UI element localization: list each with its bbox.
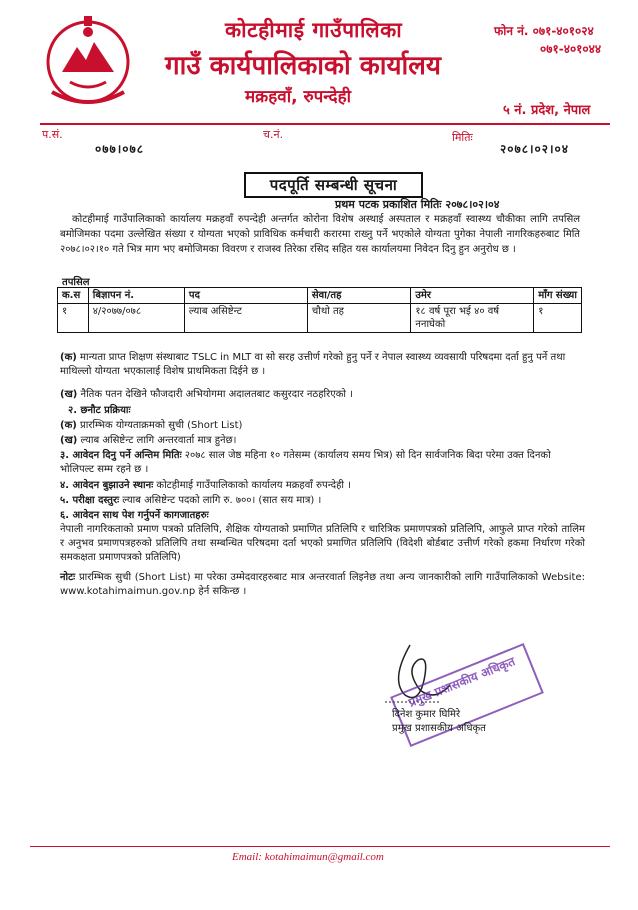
date-value: २०७८।०२।०४ (500, 142, 570, 156)
nepal-emblem-logo (42, 12, 134, 112)
office-location: मक्रहवाँ, रुपन्देही (245, 87, 352, 107)
cell-service-level: चौथो तह (307, 304, 410, 333)
phone-number-2: ०७१-४०१०४४ (540, 42, 602, 56)
signatory-name: दिनेश कुमार घिमिरे (392, 709, 461, 720)
date-label: मितिः (452, 131, 473, 144)
deadline-section (60, 449, 585, 477)
submission-place-heading: ४. आवेदन बुझाउने स्थानः (60, 480, 154, 491)
cell-sn: १ (58, 304, 89, 333)
phone-number-1: ०७१-४०१०२४ (532, 24, 594, 38)
selection-b-text: ल्याब असिष्टेन्ट लागि अन्तरवार्ता मात्र हुनेछ। (80, 435, 237, 446)
documents-heading: ६. आवेदन साथ पेश गर्नुपर्ने कागजातहरुः (60, 510, 209, 521)
deadline-text: २०७८ साल जेष्ठ महिना १० गतेसम्म (कार्यालय समय भित्र) सो दिन सार्वजनिक बिदा परेमा उक्त दिनको भोलिपल्ट सम्म रहने छ । (60, 450, 551, 475)
col-header-demand: माँग संख्या (534, 288, 582, 304)
header-divider (40, 123, 610, 125)
selection-b (60, 434, 585, 448)
cell-age: १८ वर्ष पूरा भई ४० वर्ष ननाघेको (411, 304, 534, 333)
ps-value: ०७७।०७८ (95, 142, 144, 156)
cell-demand: १ (534, 304, 582, 333)
qualification-b-text: नैतिक पतन देखिने फौजदारी अभियोगमा अदालतबाट कसुरदार नठहरिएको । (80, 389, 353, 400)
col-header-sn: क.स (58, 288, 89, 304)
documents-text: नेपाली नागरिकताको प्रमाण पत्रको प्रतिलिपि, शैक्षिक योग्यताको प्रमाणित प्रतिलिपि र चारित्रिक प्रमाणपत्रको प्रतिलिपि, आफुले प्राप्त गरेको तालिम र अनुभव प्रमाणपत्रहरुको प्रतिलिपि तथा सम्बन्धित परिषदमा दर्ता भएको प्रमाणित प्रतिलिपि (विदेशी बोर्डबाट उत्तीर्ण गरेको हकमा निर्धारण गरेको समकक्षता प्रमाणपत्रको प्रतिलिपि) (60, 524, 585, 563)
submission-place-section (60, 479, 585, 493)
cell-adv-no: ४/२०७७/०७८ (88, 304, 184, 333)
table-row (58, 304, 582, 333)
note-section (60, 571, 585, 599)
phone-label: फोन नं. (494, 24, 529, 38)
office-name: गाउँ कार्यपालिकाको कार्यालय (165, 51, 441, 81)
phone-line-1 (494, 22, 594, 39)
publish-date: प्रथम पटक प्रकाशित मितिः २०७८।०२।०४ (335, 198, 500, 211)
province: ५ नं. प्रदेश, नेपाल (503, 103, 591, 118)
notice-title: पदपूर्ति सम्बन्धी सूचना (244, 172, 423, 198)
ps-label: प.सं. (42, 128, 63, 141)
exam-fee-heading: ५. परीक्षा दस्तुरः (60, 495, 120, 506)
note-heading: नोटः (60, 572, 76, 583)
selection-a (60, 419, 585, 433)
municipality-name: कोटहीमाई गाउँपालिका (225, 18, 403, 42)
tapsil-heading: तपसिल (62, 277, 90, 288)
table-header-row (58, 288, 582, 304)
selection-a-text: प्रारम्भिक योग्यताक्रमको सुची (Short List) (80, 420, 243, 431)
exam-fee-section (60, 494, 585, 508)
exam-fee-text: ल्याब असिष्टेन्ट पदको लागि रु. ७००। (सात सय मात्र) । (122, 495, 322, 506)
col-header-service-level: सेवा/तह (307, 288, 410, 304)
cn-label: च.नं. (263, 128, 284, 141)
deadline-heading: ३. आवेदन दिनु पर्ने अन्तिम मितिः (60, 450, 182, 461)
footer-divider (30, 846, 610, 847)
signatory-title: प्रमुख प्रशासकीय अधिकृत (392, 723, 486, 734)
selection-heading: २. छनौट प्रक्रियाः (68, 405, 131, 416)
selection-b-mark: (ख) (60, 435, 78, 446)
intro-paragraph: कोटहीमाई गाउँपालिकाको कार्यालय मक्रहवाँ रुपन्देही अन्तर्गत कोरोना विशेष अस्थाई अस्पताल र मक्रहवाँ स्वास्थ्य चौकीका लागि तपसिल बमोजिमका पदमा उल्लेखित संख्या र योग्यता भएको प्राविधिक कर्मचारी करारमा राख्नु पर्ने भएकोले योग्यता पुगेका नेपाली नागरिकहरुबाट मिति २०७८।०२।१० गते भित्र माग भए बमोजिमका विवरण र राजस्व तिरेका रसिद सहित यस कार्यालयमा निवेदन दिनु हुन अनुरोध छ । (60, 214, 580, 255)
stamp-text: प्रमुख प्रशासकीय अधिकृत (406, 654, 517, 710)
qualification-b-mark: (ख) (60, 389, 78, 400)
qualification-a (60, 351, 585, 379)
col-header-age: उमेर (411, 288, 534, 304)
note-text: प्रारम्भिक सुची (Short List) मा परेका उम्मेदवारहरुबाट मात्र अन्तरवार्ता लिइनेछ तथा अन्य जानकारीको लागि गाउँपालिकाको Website: www.kotahimaimun.gov.np हेर्न सकिन्छ । (60, 572, 585, 597)
cell-post: ल्याब असिष्टेन्ट (184, 304, 307, 333)
col-header-post: पद (184, 288, 307, 304)
qualification-a-text: मान्यता प्राप्त शिक्षण संस्थाबाट TSLC in MLT वा सो सरह उत्तीर्ण गरेको हुनु पर्ने र नेपाल स्वास्थ्य व्यवसायी परिषदमा दर्ता हुनु पर्ने तथा माथिल्लो योग्यता भएकालाई विशेष प्राथमिकता दिईने छ । (60, 352, 566, 377)
col-header-adv-no: बिज्ञापन नं. (88, 288, 184, 304)
footer-email: Email: kotahimaimun@gmail.com (232, 851, 384, 863)
qualification-b (60, 388, 585, 402)
submission-place-text: कोटहीमाई गाउँपालिकाको कार्यालय मक्रहवाँ रुपन्देही । (156, 480, 351, 491)
vacancy-table (57, 287, 582, 333)
qualification-a-mark: (क) (60, 352, 77, 363)
selection-a-mark: (क) (60, 420, 77, 431)
